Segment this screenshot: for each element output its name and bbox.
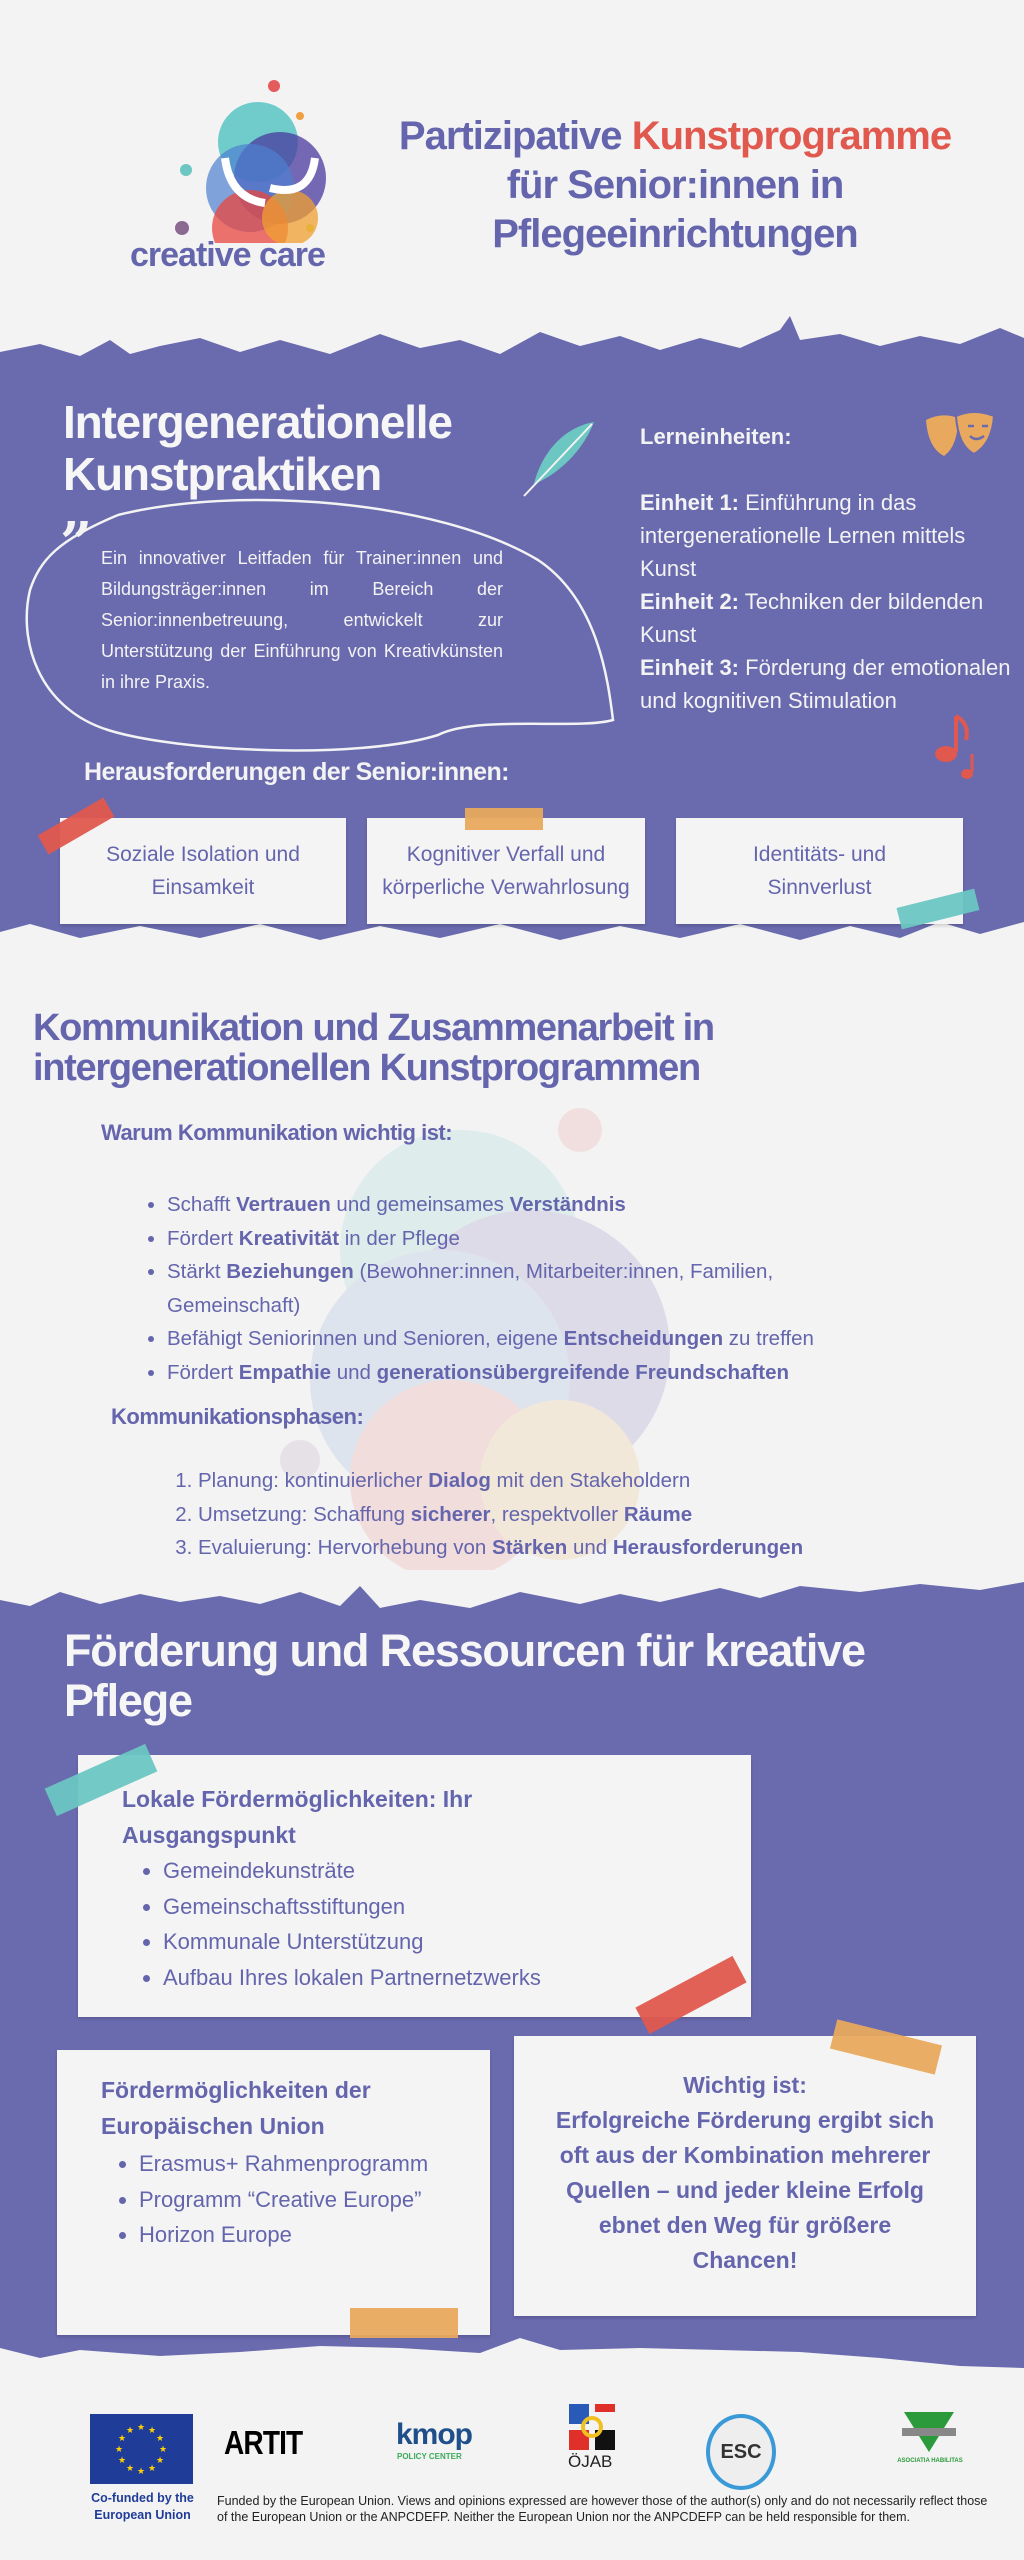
- title-line2: für Senior:innen in: [506, 163, 844, 207]
- section2-title-line2: intergenerationellen Kunstprogrammen: [33, 1047, 700, 1089]
- local-funding-heading: Lokale Fördermöglichkeiten: Ihr Ausgangspunkt: [122, 1786, 473, 1848]
- list-item: • Horizon Europe: [139, 2217, 439, 2253]
- ojab-logo: ÖJAB: [568, 2452, 613, 2471]
- emphasis-text: Kreativität: [238, 1226, 340, 1250]
- unit-2: [640, 585, 1020, 651]
- local-funding-list: [121, 1853, 541, 1995]
- item-text: Fördert: [167, 1226, 239, 1250]
- emphasis-text: Vertrauen: [236, 1193, 331, 1216]
- important-text: Erfolgreiche Förderung ergibt sich oft aus der Kombination mehrerer Quellen – und jeder kleine Erfolg ebnet den Weg für größere Chancen!: [555, 2107, 935, 2273]
- learning-units-heading: Lerneinheiten:: [640, 424, 792, 449]
- important-content: [554, 2068, 936, 2278]
- music-note-icon: [930, 714, 978, 780]
- eu-funding-heading: Fördermöglichkeiten der Europäischen Union: [101, 2077, 371, 2139]
- emphasis-text: Beziehungen: [226, 1260, 354, 1283]
- emphasis-text: sicherer: [410, 1502, 491, 1526]
- important-card: [514, 2036, 976, 2316]
- item-text: mit den Stakeholdern: [490, 1469, 691, 1492]
- section2-title-line1: Kommunikation und Zusammenarbeit in: [33, 1007, 714, 1049]
- cofunded-label: Co-funded by the European Union: [91, 2491, 194, 2522]
- section2-title: [33, 1008, 714, 1088]
- svg-text:★: ★: [114, 2445, 124, 2455]
- why-item: [167, 1322, 887, 1356]
- title-line3: Pflegeeinrichtungen: [492, 212, 858, 256]
- unit-text: Einführung in das intergenerationelle Lernen mittels Kunst: [640, 490, 966, 581]
- habilitas-logo-mark: [898, 2412, 960, 2454]
- section1-title-line1: Intergenerationelle: [63, 396, 452, 448]
- unit-text: Techniken der bildenden Kunst: [640, 589, 984, 647]
- why-item: [167, 1356, 887, 1390]
- emphasis-text: Dialog: [428, 1469, 491, 1492]
- list-item: • Gemeindekunsträte: [163, 1853, 541, 1889]
- item-text: zu treffen: [723, 1327, 814, 1350]
- kmop-subtitle: POLICY CENTER: [397, 2452, 462, 2461]
- orange-tape: [465, 808, 543, 830]
- item-text: und: [331, 1360, 377, 1384]
- ojab-logo-mark: [569, 2404, 615, 2450]
- title-part1: Partizipative: [398, 114, 622, 158]
- habilitas-logo: ASOCIATIA HABILITAS: [897, 2458, 963, 2464]
- feather-icon: [520, 418, 600, 500]
- kmop-logo: kmop: [396, 2418, 473, 2451]
- emphasis-text: Empathie: [238, 1360, 332, 1384]
- eu-flag: [90, 2414, 193, 2484]
- item-text: Evaluierung: Hervorhebung von: [198, 1536, 493, 1559]
- esc-logo: ESC: [706, 2414, 776, 2490]
- unit-1: [640, 486, 1020, 585]
- theater-masks-icon: [922, 410, 998, 462]
- page-title: [340, 112, 1010, 259]
- svg-text:★: ★: [125, 2464, 135, 2474]
- svg-text:★: ★: [136, 2467, 146, 2477]
- item-text: in der Pflege: [339, 1226, 460, 1250]
- svg-text:★: ★: [147, 2426, 157, 2436]
- svg-text:★: ★: [147, 2464, 157, 2474]
- phases-list: [198, 1464, 918, 1565]
- svg-text:★: ★: [158, 2445, 168, 2455]
- section1-title-line2: Kunstpraktiken: [63, 448, 382, 500]
- emphasis-text: Stärken: [492, 1536, 568, 1559]
- emphasis-text: Herausforderungen: [612, 1536, 804, 1559]
- challenge-card: [60, 818, 346, 924]
- guide-description: Ein innovativer Leitfaden für Trainer:innen und Bildungsträger:innen im Bereich der Senior:innenbetreuung, entwickelt zur Unterstützung der Einführung von Kreativkünsten in ihre Praxis.: [101, 548, 503, 692]
- unit-label: Einheit 3:: [640, 655, 740, 680]
- unit-3: [640, 651, 1020, 717]
- challenge-text: Identitäts- und Sinnverlust: [752, 843, 887, 899]
- item-text: Befähigt Seniorinnen und Senioren, eigene: [167, 1327, 564, 1350]
- quote-icon: ”: [60, 510, 93, 576]
- learning-units: [640, 420, 1020, 717]
- title-accent: Kunstprogramme: [631, 114, 952, 158]
- emphasis-text: Verständnis: [509, 1193, 626, 1216]
- item-text: und gemeinsames: [330, 1193, 510, 1216]
- section1-title: [63, 396, 452, 500]
- disclaimer: Funded by the European Union. Views and opinions expressed are however those of the author(s) only and do not necessarily reflect those of the European Union or the ANPCDEFP. Neither the European Union nor the ANPCDEFP can be held responsible for them.: [217, 2494, 988, 2524]
- why-item: [167, 1188, 887, 1222]
- svg-text:★: ★: [125, 2426, 135, 2436]
- item-text: Stärkt: [167, 1260, 227, 1283]
- phase-item: [198, 1531, 918, 1565]
- why-list: [167, 1188, 887, 1389]
- svg-text:★: ★: [155, 2434, 165, 2444]
- section3-title: [64, 1626, 865, 1726]
- phase-item: [198, 1464, 918, 1498]
- item-text: Planung: kontinuierlicher: [198, 1469, 429, 1492]
- local-funding-card: [78, 1755, 751, 2017]
- svg-text:★: ★: [117, 2434, 127, 2444]
- item-text: (Bewohner:innen, Mitarbeiter:innen, Familien, Gemeinschaft): [167, 1260, 774, 1317]
- challenge-text: Kognitiver Verfall und körperliche Verwahrlosung: [382, 843, 630, 899]
- emphasis-text: Entscheidungen: [563, 1327, 724, 1350]
- challenges-heading: Herausforderungen der Senior:innen:: [84, 758, 509, 786]
- item-text: Fördert: [167, 1360, 239, 1384]
- orange-tape: [350, 2308, 458, 2338]
- list-item: • Kommunale Unterstützung: [163, 1924, 541, 1960]
- why-heading: Warum Kommunikation wichtig ist:: [101, 1120, 453, 1145]
- unit-label: Einheit 2:: [640, 589, 740, 614]
- eu-funding-card: [57, 2050, 490, 2335]
- list-item: • Erasmus+ Rahmenprogramm: [139, 2146, 439, 2182]
- section3-title-line1: Förderung und Ressourcen für kreative: [64, 1625, 865, 1676]
- item-text: , respektvoller: [490, 1502, 624, 1526]
- list-item: • Programm “Creative Europe”: [139, 2182, 439, 2218]
- svg-text:★: ★: [155, 2456, 165, 2466]
- brand-name: creative care: [130, 236, 325, 274]
- item-text: Umsetzung: Schaffung: [198, 1502, 411, 1526]
- why-item: [167, 1222, 887, 1256]
- emphasis-text: generationsübergreifende Freundschaften: [376, 1360, 790, 1384]
- phases-heading: Kommunikationsphasen:: [111, 1404, 364, 1429]
- list-item: • Aufbau Ihres lokalen Partnernetzwerks: [163, 1960, 541, 1996]
- important-heading: Wichtig ist:: [683, 2072, 807, 2098]
- why-item: [167, 1255, 887, 1322]
- unit-label: Einheit 1:: [640, 490, 740, 515]
- svg-text:★: ★: [136, 2423, 146, 2433]
- emphasis-text: Räume: [623, 1502, 693, 1526]
- svg-text:★: ★: [117, 2456, 127, 2466]
- artit-logo: ARTIT: [224, 2424, 303, 2461]
- item-text: und: [567, 1536, 613, 1559]
- eu-funding-list: [97, 2146, 439, 2253]
- challenge-card: [367, 818, 645, 924]
- section3-title-line2: Pflege: [64, 1675, 192, 1726]
- item-text: Schafft: [167, 1193, 237, 1216]
- list-item: • Gemeinschaftsstiftungen: [163, 1889, 541, 1925]
- phase-item: [198, 1498, 918, 1532]
- challenge-text: Soziale Isolation und Einsamkeit: [106, 843, 300, 899]
- unit-text: Förderung der emotionalen und kognitiven Stimulation: [640, 655, 1011, 713]
